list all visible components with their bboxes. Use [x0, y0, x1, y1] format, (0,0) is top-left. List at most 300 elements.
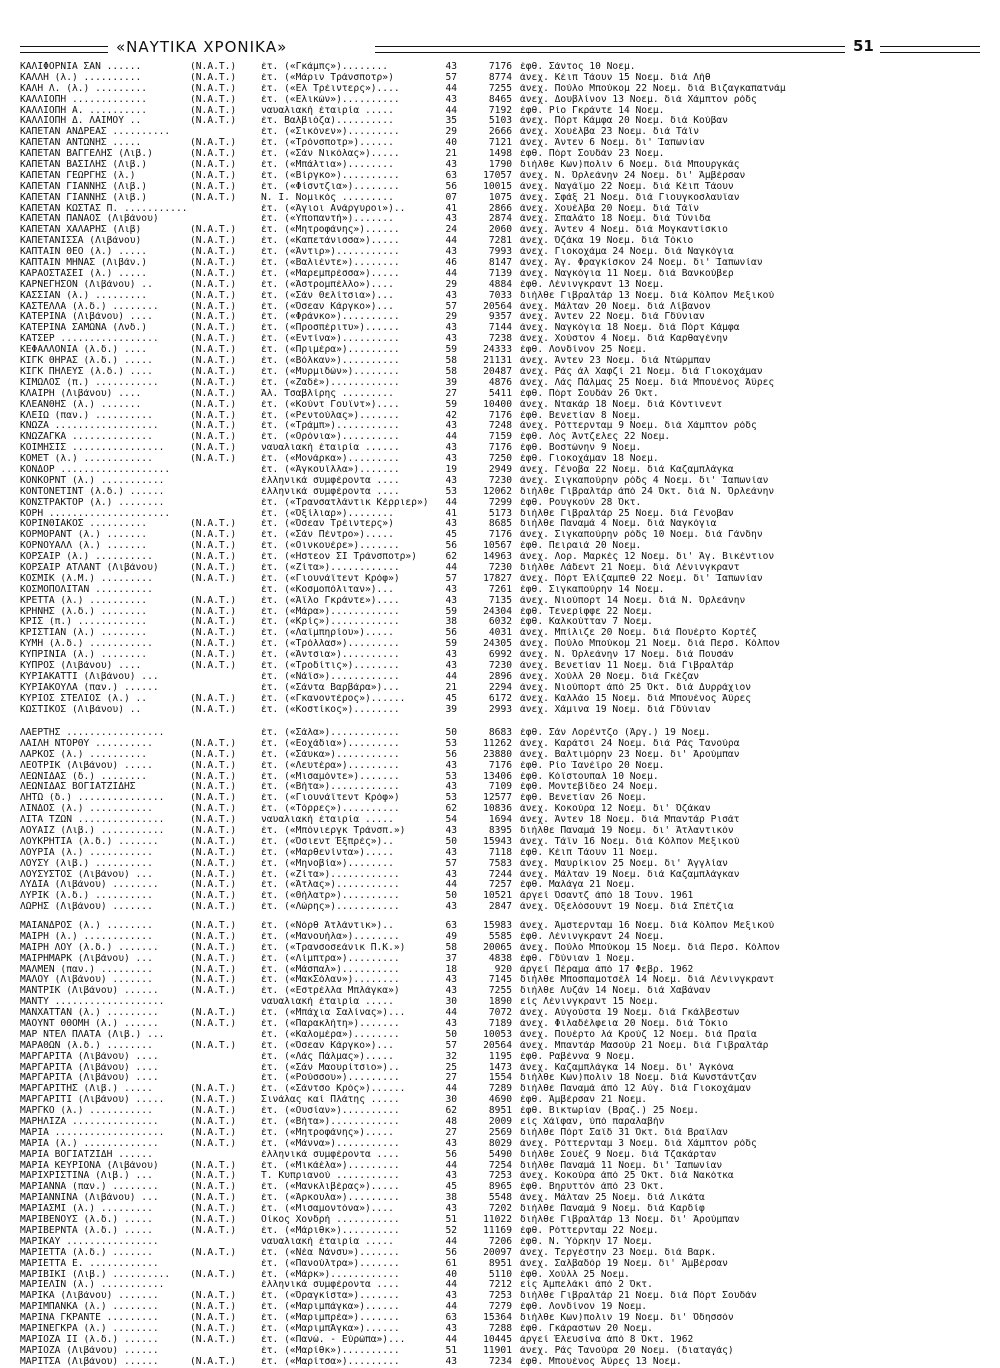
flag: (Ν.Α.Τ.) — [190, 1019, 237, 1030]
movement-status: έφθ. Σάν Λορέντζο (Άργ.) 19 Νοεμ. — [520, 728, 711, 738]
ship-name: ΜΑΡΙΜΠΑΝΚΑ (λ.) ........ — [20, 1302, 159, 1313]
ship-name: ΚΑΠΕΤΑΝ ΧΑΛΑΡΗΣ (Λιβ) — [20, 225, 142, 236]
owner: έτ. («Άγιοι Ανάργυροι»).. — [261, 203, 406, 214]
tonnage: 13406 — [483, 771, 512, 782]
ship-name: ΜΑΡΑΘΩΝ (λ.δ.) ........ — [20, 1040, 153, 1051]
tonnage: 7176 — [488, 410, 512, 421]
ship-row — [20, 476, 980, 487]
build-year: 29 — [445, 312, 457, 323]
ship-name: ΚΟΡΣΑΙΡ (λ.) .......... — [20, 552, 153, 563]
owner: έτ. («ΜακΣόλαν»)........ — [261, 975, 400, 986]
build-year: 43 — [445, 782, 457, 793]
owner: έτ. («Μισαμόντε»)....... — [261, 771, 400, 782]
tonnage: 7993 — [488, 247, 512, 258]
owner: έτ. («Τρόνσποτρ»)...... — [261, 138, 394, 149]
ship-name: ΛΥΡΙΚ (λ.δ.) .......... — [20, 891, 153, 902]
ship-name: ΛΟΥΡΙΑ (λ.) ........... — [20, 847, 153, 858]
ship-name: ΚΑΤΣΕΡ ................. — [20, 334, 159, 345]
owner: έτ. («Ελικών»).......... — [261, 94, 400, 105]
build-year: 43 — [445, 519, 457, 530]
tonnage: 7281 — [488, 236, 512, 247]
build-year: 63 — [445, 921, 457, 931]
tonnage: 17057 — [483, 170, 512, 181]
movement-status: άνεχ. Κέιπ Τάουν 15 Νοεμ. διά Λήθ — [520, 72, 711, 83]
ship-name: ΚΟΝΚΟΡΝΤ (λ.) ........... — [20, 475, 165, 486]
ship-row — [20, 1041, 980, 1052]
owner: έτ. («Οινκουέρε»)....... — [261, 541, 400, 552]
ship-row — [20, 269, 980, 280]
movement-status: άνεχ. Νιούπορτ 14 Νοεμ. διά Ν. Όρλεάνην — [520, 595, 746, 606]
build-year: 57 — [445, 573, 457, 584]
ship-row — [20, 1106, 980, 1117]
tonnage: 2896 — [488, 671, 512, 682]
build-year: 44 — [445, 83, 457, 94]
ship-row — [20, 225, 980, 236]
ship-row — [20, 1335, 980, 1346]
movement-status: έφθ. Σάντος 10 Νοεμ. — [520, 62, 636, 72]
owner: έτ. («Βαλιέντε»)........ — [261, 258, 400, 269]
tonnage: 4690 — [488, 1095, 512, 1106]
ship-row — [20, 367, 980, 378]
tonnage: 8147 — [488, 258, 512, 269]
build-year: 07 — [445, 192, 457, 203]
ship-name: ΚΟΝΤΟΝΕΤΙΝΤ (λ.δ.) ...... — [20, 486, 165, 497]
build-year: 27 — [445, 1127, 457, 1138]
tonnage: 7118 — [488, 847, 512, 858]
movement-status: άνεχ. Ράς Τανούρα 20 Νοεμ. (διαταγάς) — [520, 1345, 734, 1356]
tonnage: 9357 — [488, 312, 512, 323]
owner: έτ. («Ουσίαν»).......... — [261, 1106, 400, 1117]
ship-row — [20, 1204, 980, 1215]
movement-status: άργεί Όσαντζ άπό 18 Ίουν. 1961 — [520, 891, 694, 902]
owner: έτ. («Μαριμπρέα»)....... — [261, 1313, 400, 1324]
movement-status: άνεχ. Όζάκα 19 Νοεμ. διά Τόκιο — [520, 236, 694, 247]
owner: έτ. («Μπόνιεργκ Τράνσπ.») — [261, 826, 406, 837]
owner: έτ. («Μονάρκα»)......... — [261, 454, 400, 465]
flag: (Ν.Α.Τ.) — [190, 1008, 237, 1019]
ship-name: ΜΑΡΗΛΙΖΑ ............... — [20, 1117, 159, 1128]
movement-status: διήλθε Πόρτ Σαΐδ 31 Όκτ. διά Βραΐλαν — [520, 1127, 728, 1138]
owner: έτ. («Σάλα»)............ — [261, 728, 400, 738]
movement-status: διήλθε Γιβραλτάρ άπό 24 Όκτ. διά Ν. Όρλεάνην — [520, 486, 775, 497]
build-year: 43 — [445, 826, 457, 837]
tonnage: 5110 — [488, 1269, 512, 1280]
movement-status: άνεχ. Κοκούρα άπό 25 Όκτ. διά Νακότκα — [520, 1171, 734, 1182]
tonnage: 7253 — [488, 1171, 512, 1182]
ship-row — [20, 62, 980, 73]
flag: (Ν.Α.Τ.) — [190, 891, 237, 902]
tonnage: 7109 — [488, 782, 512, 793]
movement-status: άνεχ. Μπαντάρ Μασούρ 21 Νοεμ. διά Γιβραλτάρ — [520, 1040, 769, 1051]
movement-status: έφθ. Κέιπ Τάουν 11 Νοεμ. — [520, 847, 659, 858]
movement-status: άνεχ. Όξελόσουντ 19 Νοεμ. διά Σπέτζια — [520, 902, 734, 913]
owner: έτ. («Εντίνα»).......... — [261, 334, 400, 345]
flag: (Ν.Α.Τ.) — [190, 290, 237, 301]
tonnage: 8465 — [488, 94, 512, 105]
build-year: 43 — [445, 1138, 457, 1149]
movement-status: άνεχ. Πούλο Μπούκομ 22 Νοεμ. διά Βιζαγκαπατνάμ — [520, 83, 786, 94]
ship-row — [20, 1259, 980, 1270]
ship-name: ΚΕΦΑΛΛΟΝΙΑ (λ.δ.) .... — [20, 345, 148, 356]
ship-name: ΚΩΣΤΙΚΟΣ (Λιβάνου) .. — [20, 704, 142, 715]
ship-row — [20, 650, 980, 661]
tonnage: 7176 — [488, 443, 512, 454]
owner: έτ. («Καλομέρα»)........ — [261, 1029, 400, 1040]
owner: έτ. («Προσπέριτυ»)...... — [261, 323, 400, 334]
tonnage: 1498 — [488, 149, 512, 160]
owner: έτ. («Κρίς»)............ — [261, 617, 400, 628]
flag: (Ν.Α.Τ.) — [190, 782, 237, 793]
ship-row — [20, 607, 980, 618]
owner: έλληνικά συμφέροντα .... — [261, 475, 400, 486]
owner: έτ. («Άντσια»).......... — [261, 650, 400, 661]
movement-status: έφθ. Πειραιά 20 Νοεμ. — [520, 541, 642, 552]
build-year: 32 — [445, 1051, 457, 1062]
owner: έτ. («Σικόνεν»)......... — [261, 127, 400, 138]
movement-status: έφθ. Ρίο Ίανέϊρο 20 Νοεμ. — [520, 760, 665, 771]
ship-name: ΜΑΝΧΑΤΤΑΝ (λ.) ......... — [20, 1008, 159, 1019]
ship-name: ΚΑΤΕΡΙΝΑ (Λιβάνου) .... — [20, 312, 153, 323]
flag: (Ν.Α.Τ.) — [190, 693, 237, 704]
movement-status: άνεχ. Τάϊν 16 Νοεμ. διά Κόλπον Μεξικού — [520, 836, 740, 847]
flag: (Ν.Α.Τ.) — [190, 650, 237, 661]
tonnage: 7261 — [488, 584, 512, 595]
owner: έτ. («Ζίτα»)............ — [261, 562, 400, 573]
tonnage: 5490 — [488, 1149, 512, 1160]
movement-status: άνεχ. Κοκούρα 12 Νοεμ. δι' Όζάκαν — [520, 804, 711, 815]
tonnage: 5585 — [488, 931, 512, 942]
build-year: 45 — [445, 1182, 457, 1193]
ship-row — [20, 1030, 980, 1041]
build-year: 54 — [445, 815, 457, 826]
ship-name: ΜΑΡΙΑ ΒΟΓΙΑΤΖΙΔΗ ...... — [20, 1149, 153, 1160]
tonnage: 2666 — [488, 127, 512, 138]
build-year: 40 — [445, 138, 457, 149]
flag: (Ν.Α.Τ.) — [190, 410, 237, 421]
build-year: 43 — [445, 869, 457, 880]
ship-name: ΜΑΟΥΝΤ ΘΘΟΜΗ (λ.) ...... — [20, 1019, 159, 1030]
build-year: 43 — [445, 847, 457, 858]
tonnage: 4876 — [488, 377, 512, 388]
ship-name: ΚΑΣΤΕΛΛΑ (λ.δ.) ........ — [20, 301, 159, 312]
flag: (Ν.Α.Τ.) — [190, 986, 237, 997]
movement-status: έφθ. Ραβέννα 9 Νοεμ. — [520, 1051, 636, 1062]
ship-row — [20, 95, 980, 106]
ship-name: ΜΑΝΤΥ ................... — [20, 997, 165, 1008]
movement-status: άνεχ. Μπίλιζε 20 Νοεμ. διά Πουέρτο Κορτέζ — [520, 628, 757, 639]
owner: έτ. («Βήτα»)............ — [261, 782, 400, 793]
build-year: 44 — [445, 105, 457, 116]
ship-name: ΜΑΛΜΕΝ (παν.) ......... — [20, 964, 153, 975]
tonnage: 7583 — [488, 858, 512, 869]
build-year: 38 — [445, 617, 457, 628]
flag: (Ν.Α.Τ.) — [190, 921, 237, 931]
ship-row — [20, 672, 980, 683]
movement-status: έφθ. Βενετίαν 26 Νοεμ. — [520, 793, 648, 804]
ship-name: ΚΑΛΙΦΟΡΝΙΑ ΣΑΝ ...... — [20, 62, 142, 72]
tonnage: 7254 — [488, 1160, 512, 1171]
movement-status: άνεχ. Άντεν 18 Νοεμ. διά Μπαντάρ Ρισάτ — [520, 815, 740, 826]
owner: έτ. («Άρκουλα»)......... — [261, 1193, 400, 1204]
ship-row — [20, 628, 980, 639]
page-number: 51 — [853, 37, 874, 55]
owner: έτ. («Άτλας»)........... — [261, 880, 400, 891]
movement-status: είς Χάϊφαν, ύπό παραλαβήν — [520, 1117, 665, 1128]
tonnage: 7189 — [488, 1019, 512, 1030]
ship-name: ΚΑΠΕΤΑΝ ΓΙΑΝΝΗΣ (Λιβ.) — [20, 181, 148, 192]
movement-status: άνεχ. Πόρτ Έλίζαμπεθ 22 Νοεμ. δι' Ίαπωνίαν — [520, 573, 763, 584]
movement-status: άνεχ. Πόρτ Κάμφα 20 Νοεμ. διά Κούβαν — [520, 116, 728, 127]
flag: (Ν.Α.Τ.) — [190, 432, 237, 443]
movement-status: διήλθε Γιβραλτάρ 25 Νοεμ. διά Γένοβαν — [520, 508, 734, 519]
movement-status: άνεχ. Γιοκοχάμα 24 Νοεμ. διά Ναγκόγια — [520, 247, 734, 258]
tonnage: 8683 — [488, 728, 512, 738]
ship-name: ΚΑΤΕΡΙΝΑ ΣΑΜΩΝΑ (Λνδ.) — [20, 323, 148, 334]
tonnage: 8774 — [488, 72, 512, 83]
ship-row — [20, 443, 980, 454]
ship-name: ΚΟΝΣΤΡΑΚΤΟΡ (λ.) ........ — [20, 497, 165, 508]
movement-status: άνεχ. Χάμινα 19 Νοεμ. διά Γδύνιαν — [520, 704, 711, 715]
ship-name: ΚΑΛΛΗ (λ.) .......... — [20, 72, 142, 83]
movement-status: άνεχ. Άμστερνταμ 16 Νοεμ. διά Κόλπον Μεξικού — [520, 921, 775, 931]
tonnage: 24333 — [483, 345, 512, 356]
owner: έτ. («Σάν Νικόλας»)..... — [261, 149, 400, 160]
build-year: 44 — [445, 671, 457, 682]
build-year: 19 — [445, 464, 457, 475]
ship-row — [20, 389, 980, 400]
tonnage: 2847 — [488, 902, 512, 913]
ship-name: ΚΟΝΔΟΡ ................... — [20, 464, 171, 475]
build-year: 43 — [445, 214, 457, 225]
tonnage: 1890 — [488, 997, 512, 1008]
build-year: 50 — [445, 728, 457, 738]
movement-status: άνεχ. Άντεν 6 Νοεμ. δι' Ίαπωνίαν — [520, 138, 705, 149]
owner: έτ. («Μαρεμπρέσσα»)..... — [261, 268, 400, 279]
build-year: 56 — [445, 541, 457, 552]
build-year: 44 — [445, 268, 457, 279]
ship-row — [20, 465, 980, 476]
movement-status: έφθ. Γδύνιαν 1 Νοεμ. — [520, 953, 636, 964]
build-year: 59 — [445, 639, 457, 650]
build-year: 43 — [445, 290, 457, 301]
ship-name: ΚΑΣΣΙΑΝ (λ.) ......... — [20, 290, 148, 301]
build-year: 18 — [445, 964, 457, 975]
tonnage: 7135 — [488, 595, 512, 606]
tonnage: 8951 — [488, 1258, 512, 1269]
build-year: 44 — [445, 1084, 457, 1095]
movement-status: έφθ. Ν. Ύόρκην 17 Νοεμ. — [520, 1236, 653, 1247]
ship-name: ΚΥΠΡΙΝΙΑ (λ.) ........ — [20, 650, 148, 661]
ship-name: ΚΑΛΛΙΟΠΗ ............. — [20, 94, 148, 105]
tonnage: 6172 — [488, 693, 512, 704]
movement-status: άνεχ. Γένοβα 22 Νοεμ. διά Καζαμπλάγκα — [520, 464, 734, 475]
ship-name: ΚΡΕΤΤΑ (λ.) .......... — [20, 595, 148, 606]
ship-name: ΛΟΥΑΙΖ (Λιβ.) ........... — [20, 826, 165, 837]
tonnage: 15983 — [483, 921, 512, 931]
build-year: 53 — [445, 738, 457, 749]
build-year: 58 — [445, 942, 457, 953]
ship-row — [20, 563, 980, 574]
tonnage: 11022 — [483, 1215, 512, 1226]
ship-row — [20, 204, 980, 215]
ship-row — [20, 509, 980, 520]
ship-row — [20, 1248, 980, 1259]
ship-name: ΚΟΡΙΝΘΙΑΚΟΣ .......... — [20, 519, 148, 530]
owner: έτ. Βαλβιόζα).......... — [261, 116, 394, 127]
build-year: 40 — [445, 1269, 457, 1280]
build-year: 43 — [445, 1171, 457, 1182]
build-year: 29 — [445, 127, 457, 138]
tonnage: 5103 — [488, 116, 512, 127]
owner: έτ. («Μάρκ»)............ — [261, 1269, 400, 1280]
build-year: 50 — [445, 836, 457, 847]
movement-status: άνεχ. Πούλο Μπούκομ 15 Νοεμ. διά Περσ. Κόλπον — [520, 942, 780, 953]
flag: (Ν.Α.Τ.) — [190, 760, 237, 771]
owner: έτ. («Τρανσατλάντικ Κέρριερ») — [261, 497, 429, 508]
tonnage: 17827 — [483, 573, 512, 584]
ship-name: ΜΑΡΓΚΟ (λ.) ........... — [20, 1106, 153, 1117]
flag: (Ν.Α.Τ.) — [190, 628, 237, 639]
owner: έτ. («Κοστίκος»)........ — [261, 704, 400, 715]
flag: (Ν.Α.Τ.) — [190, 847, 237, 858]
ship-name: ΛΙΝΔΟΣ (λ.) ........... — [20, 804, 153, 815]
ship-row — [20, 705, 980, 716]
movement-status: έφθ. Καλκούτταν 7 Νοεμ. — [520, 617, 653, 628]
owner: έτ. («Σάυκα»)........... — [261, 749, 400, 760]
ship-row — [20, 84, 980, 95]
ship-name: ΛΕΟΤΡΙΚ (Λιβάνου) ..... — [20, 760, 153, 771]
tonnage: 8395 — [488, 826, 512, 837]
flag: (Ν.Α.Τ.) — [190, 149, 237, 160]
ship-name: ΚΟΡΝΟΥΑΛΛ (λ.) ....... — [20, 541, 148, 552]
owner: Άλ. Τσαβλίρης ......... — [261, 388, 394, 399]
flag: (Ν.Α.Τ.) — [190, 334, 237, 345]
ship-name: ΛΑΙΛΗ ΝΤΟΡΘΥ .......... — [20, 738, 153, 749]
owner: έτ. («Λευτέρα»)......... — [261, 760, 400, 771]
flag: (Ν.Α.Τ.) — [190, 552, 237, 563]
movement-status: έφθ. Τενερίφφε 22 Νοεμ. — [520, 606, 653, 617]
ship-row — [20, 345, 980, 356]
tonnage: 10521 — [483, 891, 512, 902]
tonnage: 1473 — [488, 1062, 512, 1073]
build-year: 44 — [445, 236, 457, 247]
ship-row — [20, 171, 980, 182]
flag: (Ν.Α.Τ.) — [190, 931, 237, 942]
flag: (Ν.Α.Τ.) — [190, 771, 237, 782]
build-year: 43 — [445, 1323, 457, 1334]
build-year: 53 — [445, 486, 457, 497]
tonnage: 7176 — [488, 760, 512, 771]
owner: έτ. («Άϊλο Γκράντε»).... — [261, 595, 400, 606]
tonnage: 14963 — [483, 552, 512, 563]
flag: (Ν.Α.Τ.) — [190, 366, 237, 377]
owner: έτ. («Σάν Πέντρο»)..... — [261, 530, 394, 541]
tonnage: 21131 — [483, 356, 512, 367]
owner: έτ. («Ρούσσου»)......... — [261, 1073, 400, 1084]
ship-row — [20, 356, 980, 367]
ship-row — [20, 541, 980, 552]
ship-name: ΛΗΤΩ (δ.) ............... — [20, 793, 165, 804]
ship-row — [20, 1302, 980, 1313]
build-year: 37 — [445, 953, 457, 964]
ship-name: ΛΟΥΣΥ (λιβ.) .......... — [20, 858, 153, 869]
movement-status: έφθ. Άμβέρσαν 21 Νοεμ. — [520, 1095, 648, 1106]
tonnage: 2060 — [488, 225, 512, 236]
build-year: 43 — [445, 1291, 457, 1302]
owner: Ν. Ι. Νομικός ......... — [261, 192, 394, 203]
ship-row — [20, 1182, 980, 1193]
movement-status: έφθ. Λός Άντζελες 22 Νοεμ. — [520, 432, 671, 443]
ship-name: ΛΑΕΡΤΗΣ ................. — [20, 728, 165, 738]
owner: έτ. («Εοχάδια»)......... — [261, 738, 400, 749]
owner: έλληνικά συμφέροντα .... — [261, 1280, 400, 1291]
flag: (Ν.Α.Τ.) — [190, 258, 237, 269]
movement-status: άνεχ. Πούλο Μπούκομ 21 Νοεμ. διά Περσ. Κόλπον — [520, 639, 780, 650]
owner: έτ. («Θήλατρ»).......... — [261, 891, 400, 902]
ship-name: ΜΑΡΓΑΡΙΤΙ (Λιβάνου) ..... — [20, 1095, 165, 1106]
tonnage: 10445 — [483, 1334, 512, 1345]
movement-status: άνεχ. Καράτσι 24 Νοεμ. διά Ράς Τανούρα — [520, 738, 740, 749]
movement-status: έφθ. Βοστώνην 9 Νοεμ. — [520, 443, 642, 454]
build-year: 48 — [445, 1117, 457, 1128]
owner: έτ. («Όσεαν Κάργκο»)... — [261, 301, 394, 312]
tonnage: 4838 — [488, 953, 512, 964]
movement-status: διήλθε Κων)πολιν 19 Νοεμ. δι' Όδησσόν — [520, 1313, 734, 1324]
build-year: 24 — [445, 225, 457, 236]
owner: έτ. («Πριμέρα»)......... — [261, 345, 400, 356]
build-year: 51 — [445, 1215, 457, 1226]
flag: (Ν.Α.Τ.) — [190, 116, 237, 127]
flag: (Ν.Α.Τ.) — [190, 1084, 237, 1095]
movement-status: έφθ. Λονδίνον 19 Νοεμ. — [520, 1302, 648, 1313]
ship-row — [20, 1117, 980, 1128]
flag: (Ν.Α.Τ.) — [190, 519, 237, 530]
owner: έτ. («Μαρίτσα»)......... — [261, 1356, 400, 1367]
owner: έτ. («Φίσντζια»)........ — [261, 181, 400, 192]
movement-status: άνεχ. Μαυρίκιον 25 Νοεμ. δι' Άγγλίαν — [520, 858, 728, 869]
build-year: 29 — [445, 279, 457, 290]
flag: (Ν.Α.Τ.) — [190, 138, 237, 149]
tonnage: 7072 — [488, 1008, 512, 1019]
ship-name: ΜΑΡΙΑΝΝΙΝΑ (Λιβάνου) ... — [20, 1193, 159, 1204]
ship-row — [20, 1084, 980, 1095]
flag: (Ν.Α.Τ.) — [190, 826, 237, 837]
tonnage: 10400 — [483, 399, 512, 410]
owner: έτ. («Όραγκίστα»)....... — [261, 1291, 400, 1302]
owner: έτ. («Όσιεντ Έξπρές»).. — [261, 836, 394, 847]
owner: έτ. («Μπάχια Σαλίνας»)... — [261, 1008, 406, 1019]
owner: έτ. («Ρεντούλας»)....... — [261, 410, 400, 421]
build-year: 57 — [445, 301, 457, 312]
tonnage: 7159 — [488, 432, 512, 443]
flag: (Ν.Α.Τ.) — [190, 356, 237, 367]
tonnage: 24304 — [483, 606, 512, 617]
tonnage: 7250 — [488, 454, 512, 465]
movement-status: άνεχ. Μάλταν 19 Νοεμ. διά Καζαμπλάγκαν — [520, 869, 740, 880]
ship-name: ΜΑΡΙΚΑ (Λιβάνου) ....... — [20, 1291, 159, 1302]
ship-row — [20, 1226, 980, 1237]
ship-row — [20, 793, 980, 804]
ship-row — [20, 761, 980, 772]
ship-name: ΚΑΠΕΤΑΝ ΑΝΤΩΝΗΣ ..... — [20, 138, 142, 149]
movement-status: έφθ. Λονδίνον 25 Νοεμ. — [520, 345, 648, 356]
movement-status: έφθ. Κόϊστουπαλ 10 Νοεμ. — [520, 771, 659, 782]
ship-name: ΜΑΡΙΝΑ ΓΚΡΑΝΤΕ ......... — [20, 1313, 159, 1324]
flag: (Ν.Α.Τ.) — [190, 181, 237, 192]
movement-status: είς Άμπελάκι άπό 2 Όκτ. — [520, 1280, 653, 1291]
movement-status: άνεχ. Άντεν 4 Νοεμ. διά Μογκαντίσκιο — [520, 225, 728, 236]
movement-status: άνεχ. Βαλτιμόρην 23 Νοεμ. δι' Άρούμπαν — [520, 749, 740, 760]
